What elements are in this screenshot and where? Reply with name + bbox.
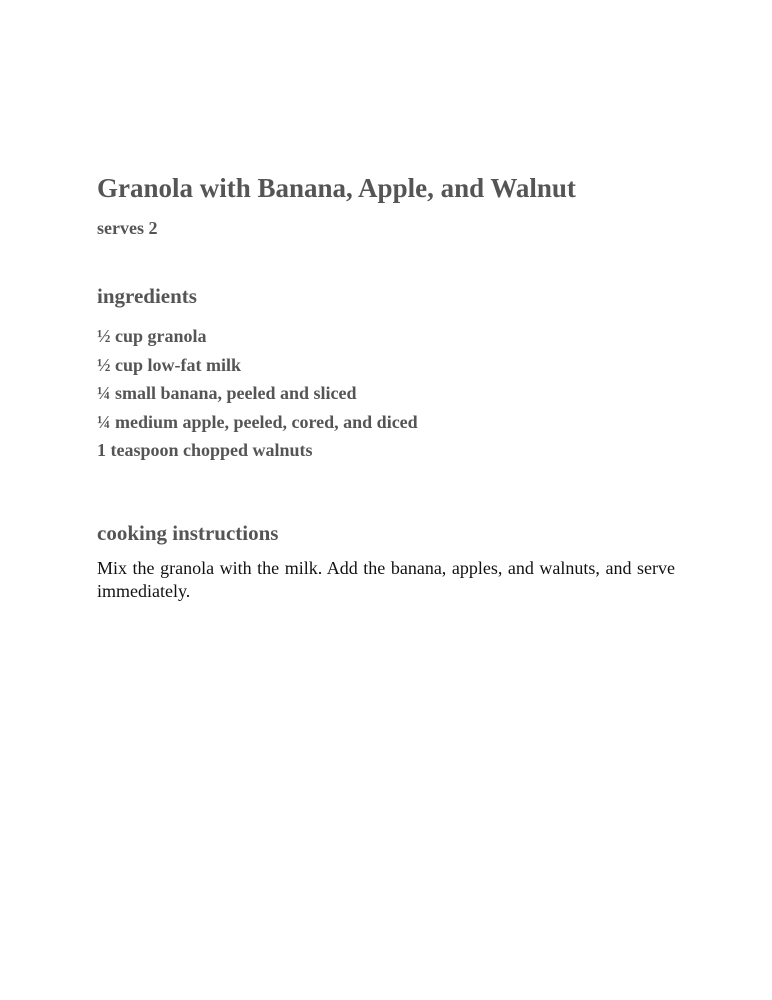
ingredient-item: ¼ small banana, peeled and sliced xyxy=(97,383,357,403)
ingredient-item: ½ cup low-fat milk xyxy=(97,354,241,375)
cooking-instructions-text: Mix the granola with the milk. Add the banana, apples, and walnuts, and serve immediately. xyxy=(97,557,675,601)
ingredient-list xyxy=(97,322,675,465)
serving-size: serves 2 xyxy=(97,218,158,238)
recipe-content xyxy=(97,170,675,603)
ingredient-item: 1 teaspoon chopped walnuts xyxy=(97,440,313,460)
recipe-title: Granola with Banana, Apple, and Walnut xyxy=(97,173,576,203)
cooking-instructions-heading: cooking instructions xyxy=(97,520,279,545)
ingredients-heading: ingredients xyxy=(97,284,197,308)
ingredient-item: ¼ medium apple, peeled, cored, and diced xyxy=(97,411,418,432)
ingredient-item: ½ cup granola xyxy=(97,326,207,346)
